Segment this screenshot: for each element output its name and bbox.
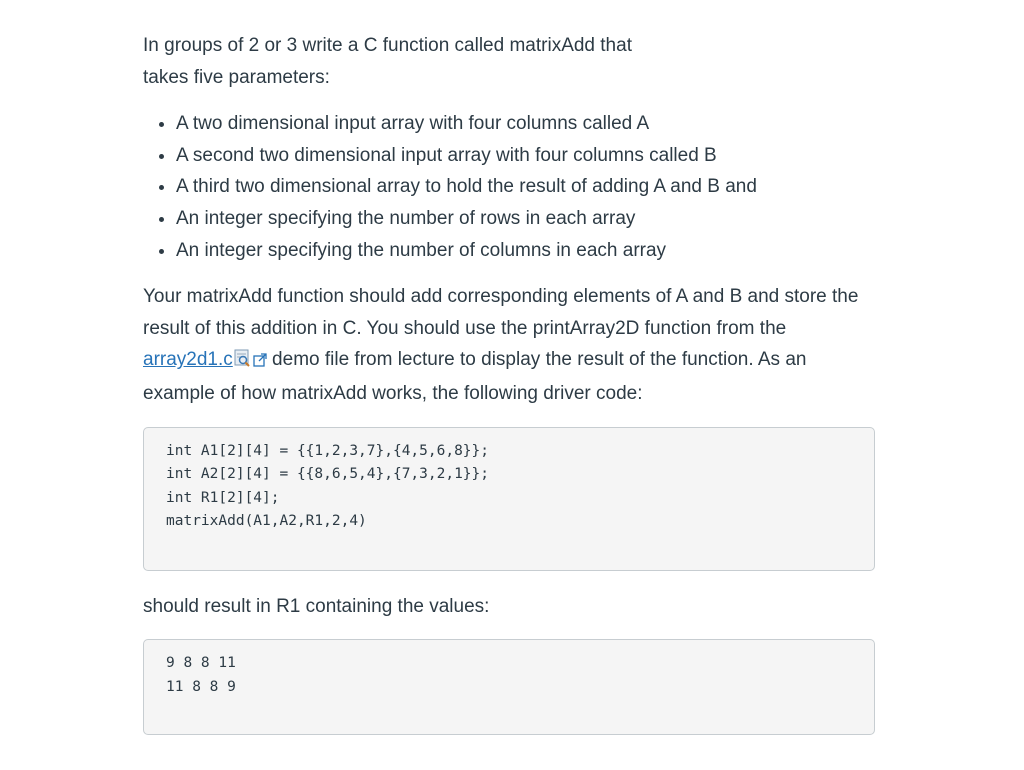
result-text: should result in R1 containing the values: xyxy=(143,595,490,617)
array2d1-link[interactable]: array2d1.c xyxy=(143,349,233,371)
description-text: Your matrixAdd function should add corresponding elements of A and B and store the result of this addition in C. You should use the printArray2D function from the xyxy=(143,286,859,339)
parameter-list xyxy=(143,108,875,266)
file-preview-icon[interactable] xyxy=(233,346,253,378)
description-text-end: demo file from lecture to display the result of the function. As an example of how matrixAdd works, the following driver code: xyxy=(143,349,807,404)
intro-line-2: takes five parameters: xyxy=(143,66,330,88)
code-line: matrixAdd(A1,A2,R1,2,4) xyxy=(166,513,367,530)
code-line: int A1[2][4] = {{1,2,3,7},{4,5,6,8}}; xyxy=(166,442,490,459)
list-item: • An integer specifying the number of rows in each array xyxy=(176,203,875,235)
list-item: • An integer specifying the number of columns in each array xyxy=(176,235,875,267)
assignment-content xyxy=(143,30,875,735)
code-line: int R1[2][4]; xyxy=(166,489,280,506)
list-item: • A two dimensional input array with four columns called A xyxy=(176,108,875,140)
list-item: • A third two dimensional array to hold the result of adding A and B and xyxy=(176,171,875,203)
result-code-block xyxy=(143,639,875,735)
driver-code-block xyxy=(143,427,875,571)
list-item: • A second two dimensional input array with four columns called B xyxy=(176,140,875,172)
description-paragraph xyxy=(143,281,875,409)
intro-line-1: In groups of 2 or 3 write a C function called matrixAdd that xyxy=(143,35,632,56)
intro-paragraph xyxy=(143,30,875,93)
code-line: int A2[2][4] = {{8,6,5,4},{7,3,2,1}}; xyxy=(166,466,490,483)
external-link-icon xyxy=(253,346,267,378)
code-line: 9 8 8 11 xyxy=(166,655,236,672)
code-line: 11 8 8 9 xyxy=(166,678,236,695)
